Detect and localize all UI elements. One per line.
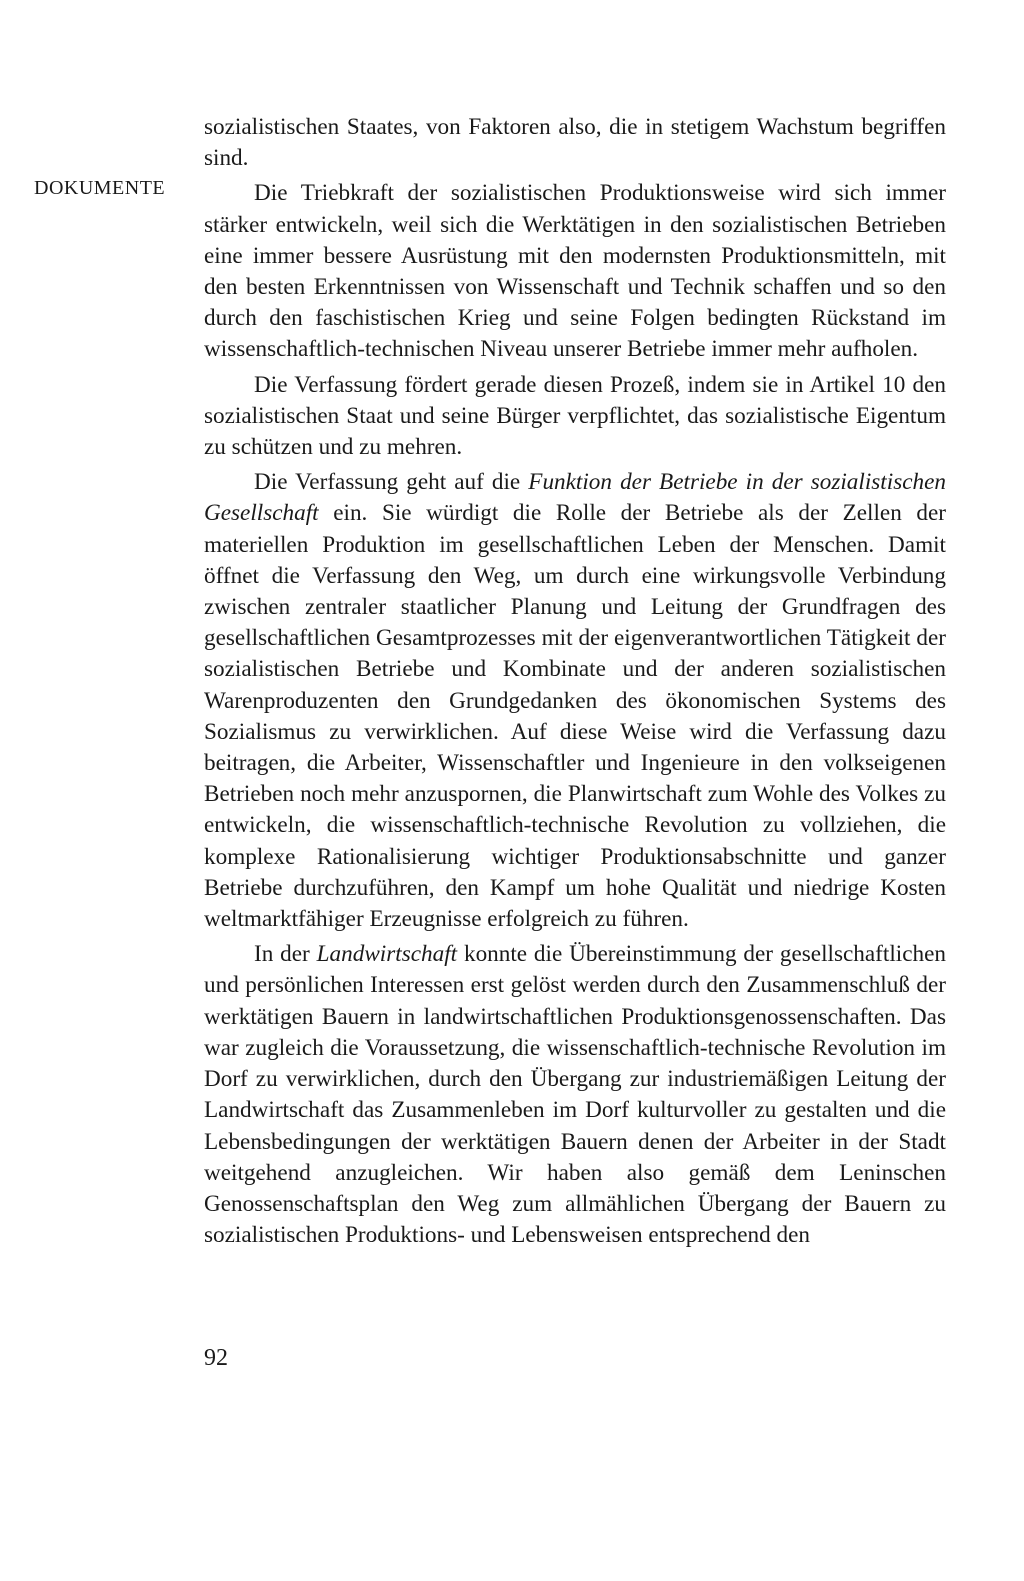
paragraph (204, 112, 946, 174)
emphasized-term: Landwirtschaft (316, 941, 458, 968)
paragraph-text: Die Triebkraft der sozialistischen Produktionsweise wird sich immer stärker entwickeln, weil sich die Werktätigen in den sozialistischen Betrieben eine immer bessere Ausrüstung mit den modernsten Produktionsmitteln, mit den besten Erkenntnissen von Wissenschaft und Technik schaffen und so den durch den faschistischen Krieg und seine Folgen bedingten Rückstand im wissenschaftlich-technischen Niveau unserer Betriebe immer mehr aufholen. (204, 180, 946, 363)
paragraph (204, 939, 946, 1251)
paragraph-text: In der (254, 941, 317, 968)
paragraph-text: konnte die Übereinstimmung der gesellschaftlichen und persönlichen Interessen erst gelöst werden durch den Zusammenschluß der werktätigen Bauern in landwirtschaftlichen Produktionsgenossenschaften. Das war zugleich die Voraussetzung, die wissenschaftlich-technische Revolution im Dorf zu verwirklichen, durch den Übergang zur industriemäßigen Leitung der Landwirtschaft das Zusammenleben im Dorf kulturvoller zu gestalten und die Lebensbedingungen der werktätigen Bauern denen der Arbeiter in der Stadt weitgehend anzugleichen. Wir haben also gemäß dem Leninschen Genossenschaftsplan den Weg zum allmählichen Übergang der Bauern zu sozialistischen Produktions- und Lebensweisen entsprechend den (204, 941, 946, 1249)
paragraph-text: Die Verfassung fördert gerade diesen Prozeß, indem sie in Artikel 10 den sozialistischen Staat und seine Bürger verpflichtet, das sozialistische Eigentum zu schützen und zu mehren. (204, 371, 946, 461)
paragraph (204, 467, 946, 935)
page-number: 92 (204, 1345, 228, 1371)
paragraph-text: sozialistischen Staates, von Faktoren also, die in stetigem Wachstum begriffen sind. (204, 114, 946, 172)
paragraph (204, 178, 946, 365)
emphasized-term: Funktion der Betriebe in der sozialistischen Gesellschaft (204, 469, 946, 527)
paragraph (204, 370, 946, 464)
body-text (204, 112, 946, 1255)
paragraph-text: ein. Sie würdigt die Rolle der Betriebe als der Zellen der materiellen Produktion im gesellschaftlichen Leben der Menschen. Damit öffnet die Verfassung den Weg, um durch eine wirkungsvolle Verbindung zwischen zentraler staatlicher Planung und Leitung der Grundfragen des gesellschaftlichen Gesamtprozesses mit der eigenverantwortlichen Tätigkeit der sozialistischen Betriebe und Kombinate und der anderen sozialistischen Warenproduzenten den Grundgedanken des ökonomischen Systems des Sozialismus zu verwirklichen. Auf diese Weise wird die Verfassung dazu beitragen, die Arbeiter, Wissenschaftler und Ingenieure in den volkseigenen Betrieben noch mehr anzuspornen, die Planwirtschaft zum Wohle des Volkes zu entwickeln, die wissenschaftlich-technische Revolution zu vollziehen, die komplexe Rationalisierung wichtiger Produktionsabschnitte und ganzer Betriebe durchzuführen, den Kampf um hohe Qualität und niedrige Kosten weltmarktfähiger Erzeugnisse erfolgreich zu führen. (204, 500, 946, 933)
paragraph-text: Die Verfassung geht auf die (254, 469, 529, 496)
margin-label: DOKUMENTE (34, 177, 166, 199)
